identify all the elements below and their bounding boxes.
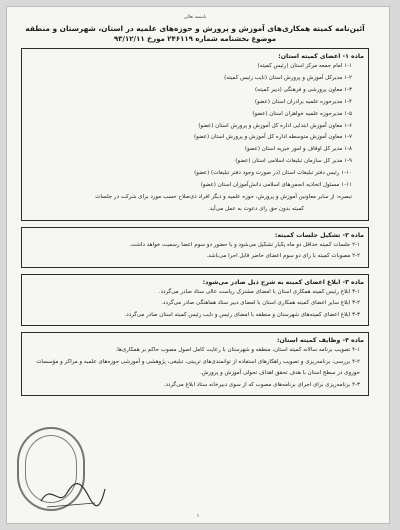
basmala: باسمه تعالی [183,15,207,20]
list-item: ۴-۱ تصویب برنامه سالانه کمیته استان، منطقه و شهرستان با رعایت کامل اصول مصوب حاکم بر همکاری‌ها. [115,347,360,354]
list-item: ۳-۳ ابلاغ اعضای کمیته‌های شهرستان و منطقه با امضای رئیس و نایب رئیس کمیته استان صادر می‌گردد. [124,311,360,318]
list-item: ۱-۳ معاون پرورشی و فرهنگی (دبیر کمیته) [255,86,352,93]
section-heading: ماده ۲- تشکیل جلسات کمیته: [274,231,364,239]
list-item: ۱-۸ مدیر کل اوقاف و امور خیریه استان (عضو) [244,146,352,153]
section-heading: ماده ۱- اعضای کمیته استان: [278,53,364,60]
list-item: ۲-۱ جلسات کمیته حداقل دو ماه یکبار تشکیل می‌شود و با حضور دو سوم اعضا رسمیت خواهد داشت. [129,241,360,248]
handwritten-signature [37,477,107,513]
document-title: آئین‌نامه کمیته همکاری‌های آموزش و پرورش و حوزه‌های علمیه در استان، شهرستان و منطقه [25,24,365,33]
list-item: ۱-۴ مدیرحوزه علمیه برادران استان (عضو) [254,98,352,105]
note-text: تبصره: از سایر معاونین آموزش و پرورش، حوزه علمیه و دیگر افراد ذی‌صلاح حسب مورد برای شرکت در جلسات [95,193,352,200]
section-heading: ماده ۳- ابلاغ اعضای کمیته به شرح ذیل صادر می‌شود: [202,278,364,286]
section-heading: ماده ۴- وظایف کمیته استان: [276,337,364,345]
section-provincial-members [21,48,369,221]
list-item: ۱-۵ مدیرحوزه علمیه خواهران استان (عضو) [252,110,352,117]
section-meetings [21,227,369,268]
document-page [6,6,390,524]
section-appointments [21,274,369,327]
list-item: ۴-۲ بررسی، برنامه‌ریزی و تصویب راهکارهای استفاده از توانمندی‌های تربیتی، تبلیغی، پژوهشی و آموزشی حوزه‌های علمیه و مراکز و مؤسسات حوزوی در سطح استان با هدف تحقق اهداف تحولی آموزش و پرورش. [36,358,360,377]
page-number: ۱ [196,513,200,519]
list-item: ۱-۲ مدیرکل آموزش و پرورش استان (نایب رئیس کمیته) [224,74,352,81]
list-item: ۱-۹ مدیر کل سازمان تبلیغات اسلامی استان (عضو) [235,158,352,165]
note-continuation: کمیته بدون حق رای دعوت به عمل می‌آید. [208,205,304,212]
list-item: ۱-۱۰ رئیس دفتر تبلیغات استان (در صورت وجود دفتر تبلیغات) (عضو) [194,170,352,177]
list-item: ۴-۳ برنامه‌ریزی برای اجرای برنامه‌های مصوب که از سوی دبیرخانه ستاد ابلاغ می‌گردد. [163,381,360,388]
list-item: ۱-۶ معاون آموزش ابتدایی اداره کل آموزش و پرورش استان (عضو) [198,122,352,129]
list-item: ۱-۱۱ مسئول اتحادیه انجمن‌های اسلامی دانش‌آموزان استان (عضو) [200,182,352,189]
section-duties [21,332,369,396]
list-item: ۲-۲ مصوبات کمیته با رای دو سوم اعضای حاضر قابل اجرا می‌باشد. [206,253,360,260]
list-item: ۱-۱ امام جمعه مرکز استان (رئیس کمیته) [257,63,352,69]
list-item: ۳-۲ ابلاغ سایر اعضای کمیته همکاری استان با امضای دبیر ستاد هماهنگی صادر می‌گردد. [161,300,360,307]
list-item: ۳-۱ ابلاغ رئیس کمیته همکاری استان با امضای مشترک ریاست عالی ستاد صادر می‌گردد. [158,288,360,295]
document-subtitle: موضوع بخشنامه شماره ۲۴۶۱۱۹ مورخ ۹۳/۱۲/۱۱ [113,35,277,43]
list-item: ۱-۷ معاون آموزش متوسطه اداره کل آموزش و پرورش استان (عضو) [193,134,352,141]
